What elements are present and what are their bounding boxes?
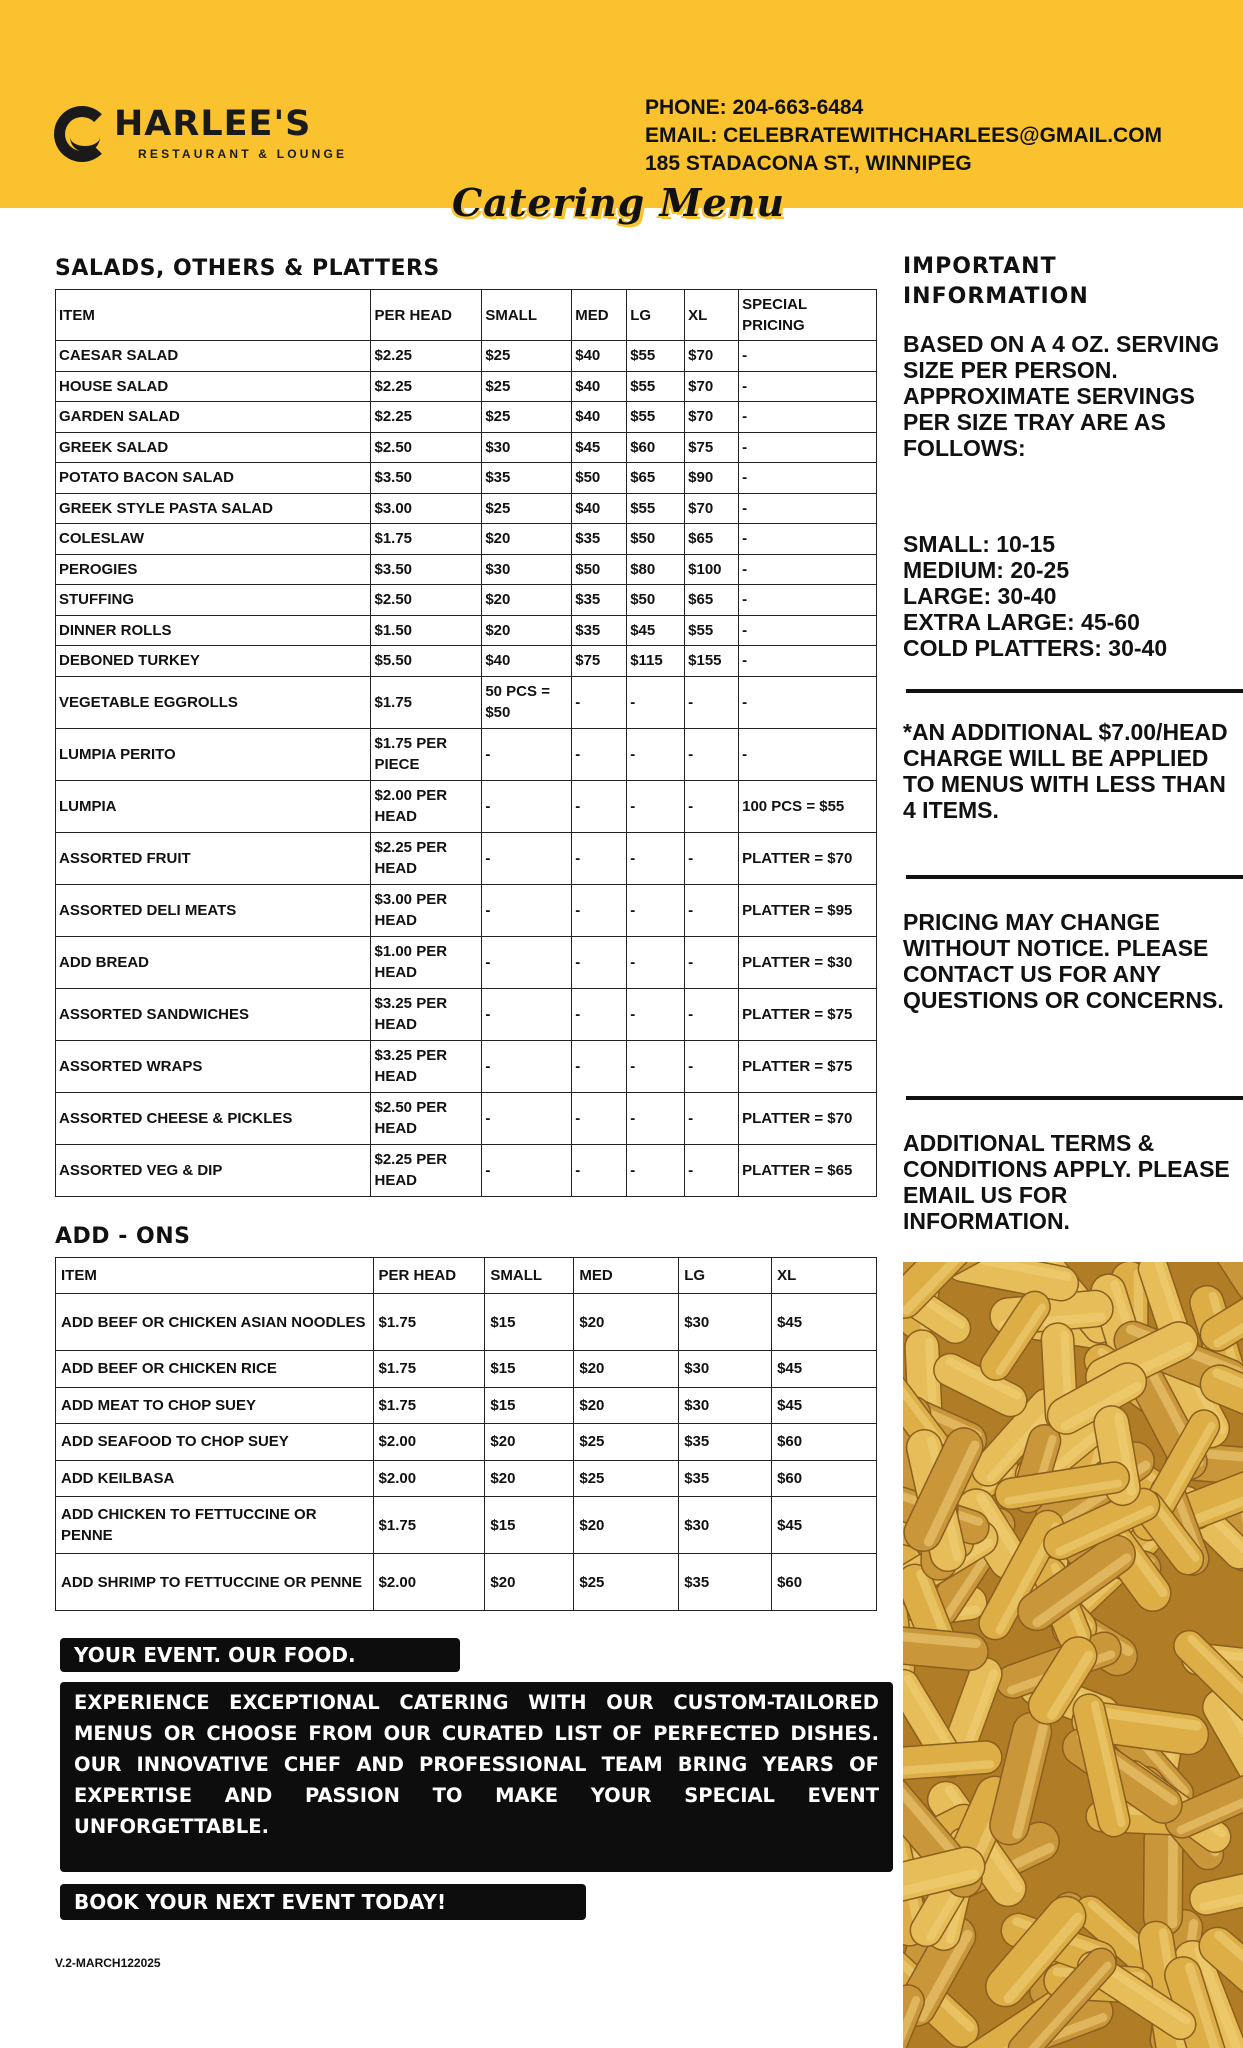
table-cell: $45 [772, 1351, 877, 1388]
table-cell: $40 [482, 646, 572, 677]
table-cell: $20 [574, 1497, 679, 1554]
table-cell: $2.50 PER HEAD [371, 1092, 482, 1144]
table-cell: $40 [572, 493, 627, 524]
table-cell: $15 [485, 1351, 574, 1388]
table-cell: $30 [679, 1351, 772, 1388]
column-header: PER HEAD [373, 1258, 485, 1294]
table-cell: $55 [627, 371, 685, 402]
table-cell: CAESAR SALAD [56, 341, 371, 372]
table-cell: $90 [685, 463, 739, 494]
size-cold-platters: COLD PLATTERS: 30-40 [903, 635, 1168, 661]
size-medium: MEDIUM: 20-25 [903, 557, 1070, 583]
table-cell: $2.00 [373, 1424, 485, 1461]
table-cell: - [482, 936, 572, 988]
addons-section-title: ADD - ONS [55, 1224, 191, 1249]
table-cell: $20 [574, 1387, 679, 1424]
table-cell: $3.00 [371, 493, 482, 524]
email-text: EMAIL: CELEBRATEWITHCHARLEES@GMAIL.COM [645, 124, 1163, 147]
table-cell: $15 [485, 1294, 574, 1351]
table-cell: - [739, 371, 877, 402]
table-cell: $3.50 [371, 463, 482, 494]
table-cell: $75 [685, 432, 739, 463]
table-cell: - [572, 1092, 627, 1144]
salads-section-title: SALADS, OTHERS & PLATTERS [55, 256, 440, 281]
table-cell: ASSORTED CHEESE & PICKLES [56, 1092, 371, 1144]
promo-body: EXPERIENCE EXCEPTIONAL CATERING WITH OUR CUSTOM-TAILORED MENUS OR CHOOSE FROM OUR CURATED LIST OF PERFECTED DISHES. OUR INNOVATIVE CHEF AND PROFESSIONAL TEAM BRING YEARS OF EXPERTISE AND PASSION TO MAKE YOUR SPECIAL EVENT UNFORGETTABLE. [60, 1682, 893, 1872]
table-cell: $35 [572, 585, 627, 616]
table-cell: $30 [679, 1294, 772, 1351]
column-header: ITEM [56, 290, 371, 341]
table-row [56, 780, 877, 832]
table-cell: - [685, 884, 739, 936]
table-cell: - [482, 988, 572, 1040]
table-cell: - [482, 780, 572, 832]
tray-sizes-list [903, 531, 1233, 661]
table-cell: 100 PCS = $55 [739, 780, 877, 832]
table-cell: $40 [572, 341, 627, 372]
table-cell: $35 [679, 1424, 772, 1461]
table-cell: $30 [679, 1497, 772, 1554]
table-row [56, 988, 877, 1040]
table-cell: $30 [482, 554, 572, 585]
column-header: SMALL [482, 290, 572, 341]
table-cell: $40 [572, 402, 627, 433]
table-cell: $55 [627, 493, 685, 524]
table-cell: $80 [627, 554, 685, 585]
table-cell: $45 [572, 432, 627, 463]
header-bar [0, 0, 1243, 208]
table-cell: - [627, 988, 685, 1040]
table-cell: $30 [679, 1387, 772, 1424]
table-cell: $1.75 PER PIECE [371, 728, 482, 780]
table-cell: PEROGIES [56, 554, 371, 585]
table-cell: ADD SEAFOOD TO CHOP SUEY [56, 1424, 374, 1461]
table-row [56, 371, 877, 402]
table-cell: $25 [482, 493, 572, 524]
table-cell: - [627, 1040, 685, 1092]
table-cell: $35 [679, 1460, 772, 1497]
table-cell: 50 PCS = $50 [482, 676, 572, 728]
column-header: SMALL [485, 1258, 574, 1294]
table-cell: - [739, 728, 877, 780]
table-cell: $65 [627, 463, 685, 494]
table-cell: VEGETABLE EGGROLLS [56, 676, 371, 728]
table-cell: ASSORTED FRUIT [56, 832, 371, 884]
table-cell: - [685, 728, 739, 780]
table-cell: $20 [574, 1294, 679, 1351]
table-cell: COLESLAW [56, 524, 371, 555]
contact-block [645, 94, 1162, 178]
table-cell: GARDEN SALAD [56, 402, 371, 433]
table-cell: $20 [482, 615, 572, 646]
size-small: SMALL: 10-15 [903, 531, 1056, 557]
column-header: XL [772, 1258, 877, 1294]
table-cell: - [572, 780, 627, 832]
table-cell: - [572, 884, 627, 936]
table-cell: - [739, 402, 877, 433]
table-row [56, 432, 877, 463]
salads-table-header [56, 290, 877, 341]
table-cell: $25 [482, 371, 572, 402]
tagline-pill: YOUR EVENT. OUR FOOD. [60, 1638, 460, 1672]
table-row [56, 1424, 877, 1461]
table-cell: LUMPIA PERITO [56, 728, 371, 780]
table-row [56, 493, 877, 524]
table-cell: - [627, 936, 685, 988]
table-cell: - [627, 832, 685, 884]
divider-1 [906, 689, 1243, 693]
table-cell: - [482, 1144, 572, 1196]
table-cell: $1.75 [373, 1294, 485, 1351]
size-large: LARGE: 30-40 [903, 583, 1057, 609]
brand-name: HARLEE'S [114, 104, 312, 144]
table-row [56, 832, 877, 884]
table-cell: $25 [482, 341, 572, 372]
table-cell: $2.25 PER HEAD [371, 832, 482, 884]
table-cell: $3.00 PER HEAD [371, 884, 482, 936]
brand-logo [54, 104, 394, 168]
table-cell: $45 [627, 615, 685, 646]
table-cell: $3.50 [371, 554, 482, 585]
table-cell: $20 [485, 1424, 574, 1461]
phone-text: PHONE: 204-663-6484 [645, 96, 864, 119]
table-cell: - [739, 615, 877, 646]
serving-note: BASED ON A 4 OZ. SERVING SIZE PER PERSON. APPROXIMATE SERVINGS PER SIZE TRAY ARE AS FOLLOWS: [903, 331, 1220, 461]
table-row [56, 524, 877, 555]
table-cell: $20 [485, 1554, 574, 1611]
table-cell: - [572, 1040, 627, 1092]
column-header: LG [679, 1258, 772, 1294]
table-row [56, 1554, 877, 1611]
table-cell: $25 [574, 1554, 679, 1611]
table-row [56, 402, 877, 433]
table-cell: $30 [482, 432, 572, 463]
table-cell: $20 [482, 585, 572, 616]
table-cell: $2.50 [371, 585, 482, 616]
table-cell: $3.25 PER HEAD [371, 1040, 482, 1092]
table-cell: - [739, 432, 877, 463]
table-cell: ADD KEILBASA [56, 1460, 374, 1497]
table-row [56, 463, 877, 494]
table-cell: - [739, 554, 877, 585]
table-cell: ADD SHRIMP TO FETTUCCINE OR PENNE [56, 1554, 374, 1611]
table-cell: STUFFING [56, 585, 371, 616]
table-cell: $2.25 [371, 371, 482, 402]
table-cell: $15 [485, 1497, 574, 1554]
table-cell: - [482, 884, 572, 936]
table-row [56, 728, 877, 780]
table-cell: $35 [679, 1554, 772, 1611]
table-cell: ASSORTED DELI MEATS [56, 884, 371, 936]
column-header: SPECIAL PRICING [739, 290, 877, 341]
table-cell: $70 [685, 371, 739, 402]
table-cell: - [627, 728, 685, 780]
table-cell: $2.25 [371, 341, 482, 372]
table-cell: - [739, 585, 877, 616]
table-cell: $15 [485, 1387, 574, 1424]
table-cell: $1.75 [373, 1351, 485, 1388]
eggroll-shape [1187, 1864, 1243, 1919]
table-cell: $55 [685, 615, 739, 646]
size-extra-large: EXTRA LARGE: 45-60 [903, 609, 1140, 635]
column-header: MED [572, 290, 627, 341]
table-cell: - [685, 780, 739, 832]
table-cell: $1.75 [373, 1497, 485, 1554]
cta-pill: BOOK YOUR NEXT EVENT TODAY! [60, 1884, 586, 1920]
table-cell: PLATTER = $95 [739, 884, 877, 936]
table-cell: $75 [572, 646, 627, 677]
table-cell: DEBONED TURKEY [56, 646, 371, 677]
table-row [56, 1460, 877, 1497]
table-cell: PLATTER = $75 [739, 1040, 877, 1092]
table-cell: - [685, 1144, 739, 1196]
table-cell: $55 [627, 341, 685, 372]
table-cell: $1.00 PER HEAD [371, 936, 482, 988]
table-cell: - [685, 1092, 739, 1144]
table-cell: $2.00 PER HEAD [371, 780, 482, 832]
table-cell: PLATTER = $65 [739, 1144, 877, 1196]
table-cell: - [572, 936, 627, 988]
menu-title: Catering Menu [452, 180, 785, 225]
table-row [56, 1387, 877, 1424]
table-cell: $155 [685, 646, 739, 677]
table-cell: ADD BEEF OR CHICKEN RICE [56, 1351, 374, 1388]
table-cell: ASSORTED VEG & DIP [56, 1144, 371, 1196]
table-cell: $1.50 [371, 615, 482, 646]
table-cell: $50 [572, 463, 627, 494]
table-row [56, 1092, 877, 1144]
table-cell: $35 [572, 524, 627, 555]
table-cell: - [482, 832, 572, 884]
table-cell: ADD MEAT TO CHOP SUEY [56, 1387, 374, 1424]
table-cell: $60 [627, 432, 685, 463]
eggroll-shape [903, 1740, 1003, 1783]
table-cell: - [685, 1040, 739, 1092]
info-title: IMPORTANT INFORMATION [903, 254, 1089, 309]
table-cell: $50 [572, 554, 627, 585]
table-cell: - [482, 1092, 572, 1144]
table-cell: - [739, 646, 877, 677]
table-cell: - [627, 676, 685, 728]
table-cell: - [572, 988, 627, 1040]
table-cell: - [572, 832, 627, 884]
table-cell: PLATTER = $70 [739, 832, 877, 884]
table-cell: GREEK STYLE PASTA SALAD [56, 493, 371, 524]
table-cell: PLATTER = $30 [739, 936, 877, 988]
table-cell: - [572, 676, 627, 728]
table-cell: $60 [772, 1554, 877, 1611]
divider-2 [906, 875, 1243, 879]
table-row [56, 341, 877, 372]
table-cell: $70 [685, 493, 739, 524]
table-cell: $2.50 [371, 432, 482, 463]
table-cell: $45 [772, 1497, 877, 1554]
table-cell: PLATTER = $75 [739, 988, 877, 1040]
table-row [56, 1144, 877, 1196]
table-cell: $1.75 [373, 1387, 485, 1424]
table-cell: LUMPIA [56, 780, 371, 832]
table-cell: ADD BREAD [56, 936, 371, 988]
table-cell: $115 [627, 646, 685, 677]
table-cell: $3.25 PER HEAD [371, 988, 482, 1040]
table-row [56, 1351, 877, 1388]
table-cell: - [739, 341, 877, 372]
table-cell: - [572, 1144, 627, 1196]
table-cell: $2.25 PER HEAD [371, 1144, 482, 1196]
table-cell: $2.25 [371, 402, 482, 433]
pricing-note: PRICING MAY CHANGE WITHOUT NOTICE. PLEASE CONTACT US FOR ANY QUESTIONS OR CONCERNS. [903, 909, 1224, 1013]
additional-charge-note: *AN ADDITIONAL $7.00/HEAD CHARGE WILL BE APPLIED TO MENUS WITH LESS THAN 4 ITEMS. [903, 719, 1228, 823]
table-cell: $2.00 [373, 1460, 485, 1497]
table-cell: $60 [772, 1460, 877, 1497]
table-row [56, 936, 877, 988]
table-cell: - [627, 884, 685, 936]
table-row [56, 615, 877, 646]
table-cell: $25 [482, 402, 572, 433]
table-row [56, 1497, 877, 1554]
table-cell: GREEK SALAD [56, 432, 371, 463]
table-cell: DINNER ROLLS [56, 615, 371, 646]
eggrolls-photo [903, 1262, 1243, 2048]
table-cell: $65 [685, 524, 739, 555]
addons-table-header [56, 1258, 877, 1294]
table-cell: $20 [482, 524, 572, 555]
addons-table [55, 1257, 877, 1611]
column-header: ITEM [56, 1258, 374, 1294]
table-cell: $50 [627, 524, 685, 555]
table-cell: $1.75 [371, 524, 482, 555]
column-header: XL [685, 290, 739, 341]
table-cell: - [627, 780, 685, 832]
table-cell: PLATTER = $70 [739, 1092, 877, 1144]
column-header: MED [574, 1258, 679, 1294]
table-cell: - [572, 728, 627, 780]
divider-3 [906, 1096, 1243, 1100]
table-cell: $60 [772, 1424, 877, 1461]
table-cell: POTATO BACON SALAD [56, 463, 371, 494]
table-row [56, 1294, 877, 1351]
table-cell: $100 [685, 554, 739, 585]
address-text: 185 STADACONA ST., WINNIPEG [645, 152, 972, 175]
table-cell: - [685, 936, 739, 988]
table-cell: $45 [772, 1294, 877, 1351]
eggroll-shape [903, 1624, 990, 1672]
table-cell: $2.00 [373, 1554, 485, 1611]
table-cell: $5.50 [371, 646, 482, 677]
table-cell: ASSORTED SANDWICHES [56, 988, 371, 1040]
table-cell: - [685, 676, 739, 728]
table-cell: ADD BEEF OR CHICKEN ASIAN NOODLES [56, 1294, 374, 1351]
table-cell: $70 [685, 402, 739, 433]
table-row [56, 676, 877, 728]
salads-table [55, 289, 877, 1197]
table-cell: $55 [627, 402, 685, 433]
table-cell: $70 [685, 341, 739, 372]
column-header: PER HEAD [371, 290, 482, 341]
table-row [56, 646, 877, 677]
table-cell: $20 [574, 1351, 679, 1388]
table-row [56, 585, 877, 616]
version-label: V.2-MARCH122025 [55, 1956, 161, 1970]
table-cell: - [739, 676, 877, 728]
table-cell: $25 [574, 1424, 679, 1461]
table-cell: $25 [574, 1460, 679, 1497]
table-cell: $50 [627, 585, 685, 616]
table-cell: $40 [572, 371, 627, 402]
table-cell: HOUSE SALAD [56, 371, 371, 402]
table-cell: $65 [685, 585, 739, 616]
terms-note: ADDITIONAL TERMS & CONDITIONS APPLY. PLEASE EMAIL US FOR INFORMATION. [903, 1130, 1230, 1234]
table-cell: - [685, 988, 739, 1040]
table-cell: - [627, 1144, 685, 1196]
table-row [56, 554, 877, 585]
table-cell: $1.75 [371, 676, 482, 728]
table-cell: $35 [482, 463, 572, 494]
brand-subtitle: RESTAURANT & LOUNGE [138, 147, 348, 161]
table-cell: - [627, 1092, 685, 1144]
table-row [56, 1040, 877, 1092]
table-cell: $35 [572, 615, 627, 646]
table-cell: - [739, 524, 877, 555]
table-cell: $45 [772, 1387, 877, 1424]
table-cell: - [739, 493, 877, 524]
table-cell: ASSORTED WRAPS [56, 1040, 371, 1092]
table-cell: ADD CHICKEN TO FETTUCCINE OR PENNE [56, 1497, 374, 1554]
table-row [56, 884, 877, 936]
table-cell: - [482, 1040, 572, 1092]
table-cell: - [482, 728, 572, 780]
table-cell: - [685, 832, 739, 884]
column-header: LG [627, 290, 685, 341]
table-cell: $20 [485, 1460, 574, 1497]
table-cell: - [739, 463, 877, 494]
